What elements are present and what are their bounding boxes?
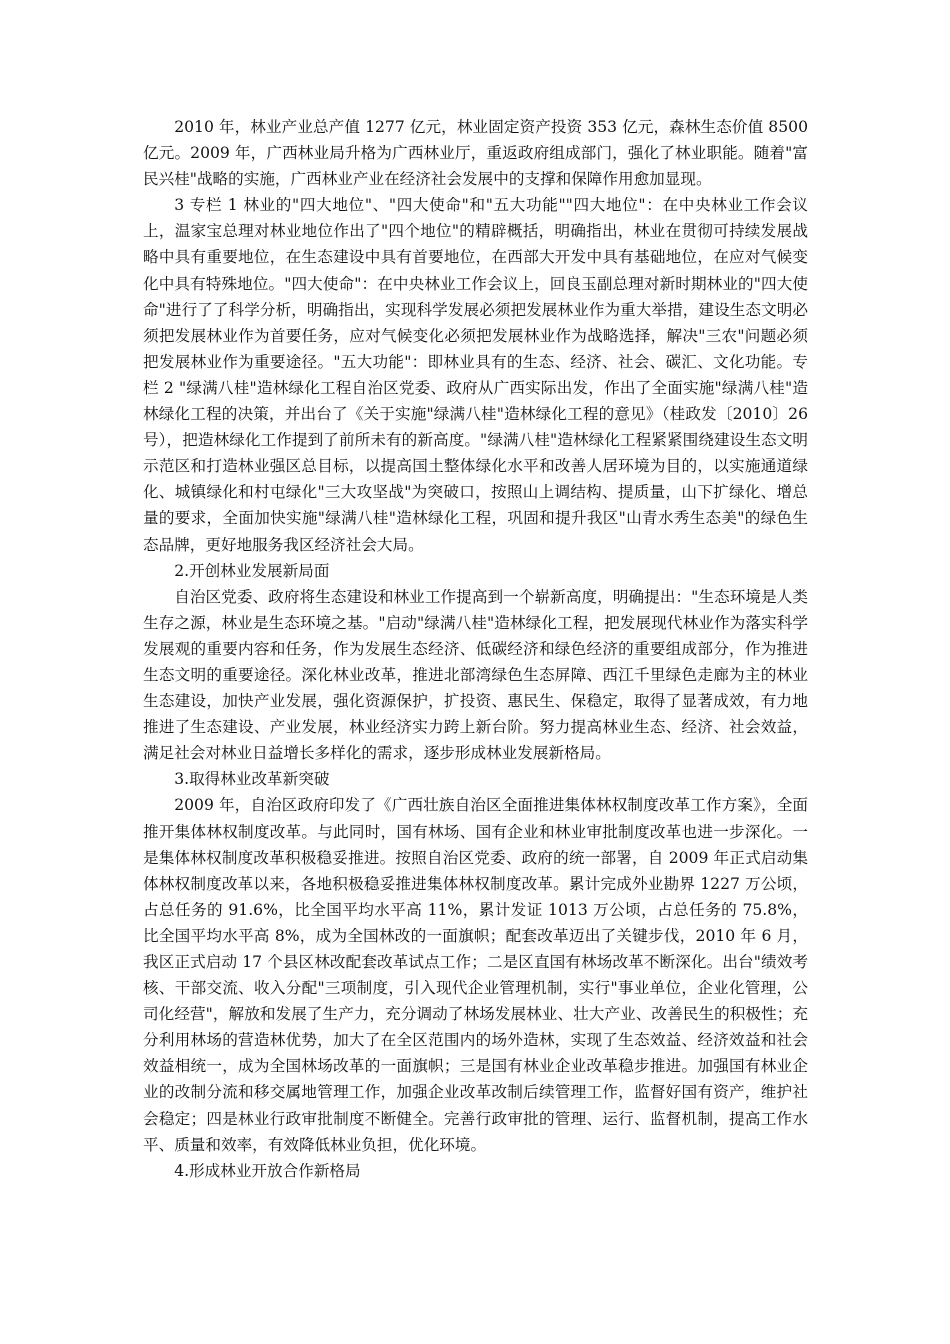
document-body <box>143 114 808 1184</box>
section-heading-4: 4.形成林业开放合作新格局 <box>174 1161 361 1180</box>
paragraph-new-development: 自治区党委、政府将生态建设和林业工作提高到一个崭新高度，明确提出："生态环境是人类生存之源，林业是生态环境之基。"启动"绿满八桂"造林绿化工程，把发展现代林业作为落实科学发展观的重要内容和任务，作为发展生态经济、低碳经济和绿色经济的重要组成部分，作为推进生态文明的重要途径。深化林业改革，推进北部湾绿色生态屏障、西江千里绿色走廊为主的林业生态建设，加快产业发展，强化资源保护，扩投资、惠民生、保稳定，取得了显著成效，有力地推进了生态建设、产业发展，林业经济实力跨上新台阶。努力提高林业生态、经济、社会效益，满足社会对林业日益增长多样化的需求，逐步形成林业发展新格局。 <box>143 587 808 763</box>
paragraph-forestry-output-2010: 2010 年，林业产业总产值 1277 亿元，林业固定资产投资 353 亿元，森林生态价值 8500 亿元。2009 年，广西林业局升格为广西林业厅，重返政府组成部门，强化了林业职能。随着"富民兴桂"战略的实施，广西林业产业在经济社会发展中的支撑和保障作用愈加显现。 <box>143 118 808 189</box>
section-heading-2: 2.开创林业发展新局面 <box>174 561 330 580</box>
section-heading-3: 3.取得林业改革新突破 <box>174 770 330 789</box>
paragraph-column-four-status: 3 专栏 1 林业的"四大地位"、"四大使命"和"五大功能""四大地位"：在中央林业工作会议上，温家宝总理对林业地位作出了"四个地位"的精辟概括，明确指出，林业在贯彻可持续发展战略中具有重要地位，在生态建设中具有首要地位，在西部大开发中具有基础地位，在应对气候变化中具有特殊地位。"四大使命"：在中央林业工作会议上，回良玉副总理对新时期林业的"四大使命"进行了了科学分析，明确指出，实现科学发展必须把发展林业作为重大举措，建设生态文明必须把发展林业作为首要任务，应对气候变化必须把发展林业作为战略选择，解决"三农"问题必须把发展林业作为重要途径。"五大功能"：即林业具有的生态、经济、社会、碳汇、文化功能。专栏 2 "绿满八桂"造林绿化工程自治区党委、政府从广西实际出发，作出了全面实施"绿满八桂"造林绿化工程的决策，并出台了《关于实施"绿满八桂"造林绿化工程的意见》（桂政发〔2010〕26 号），把造林绿化工作提到了前所未有的新高度。"绿满八桂"造林绿化工程紧紧围绕建设生态文明示范区和打造林业强区总目标，以提高国土整体绿化水平和改善人居环境为目的，以实施通道绿化、城镇绿化和村屯绿化"三大攻坚战"为突破口，按照山上调结构、提质量，山下扩绿化、增总量的要求，全面加快实施"绿满八桂"造林绿化工程，巩固和提升我区"山青水秀生态美"的绿色生态品牌，更好地服务我区经济社会大局。 <box>143 196 808 554</box>
paragraph-reform-breakthrough: 2009 年，自治区政府印发了《广西壮族自治区全面推进集体林权制度改革工作方案》，全面推开集体林权制度改革。与此同时，国有林场、国有企业和林业审批制度改革也进一步深化。一是集体林权制度改革积极稳妥推进。按照自治区党委、政府的统一部署，自 2009 年正式启动集体林权制度改革以来，各地积极稳妥推进集体林权制度改革。累计完成外业勘界 1227 万公顷，占总任务的 91.6%，比全国平均水平高 11%，累计发证 1013 万公顷，占总任务的 75.8%，比全国平均水平高 8%，成为全国林改的一面旗帜；配套改革迈出了关键步伐，2010 年 6 月，我区正式启动 17 个县区林改配套改革试点工作；二是区直国有林场改革不断深化。出台"绩效考核、干部交流、收入分配"三项制度，引入现代企业管理机制，实行"事业单位，企业化管理，公司化经营"，解放和发展了生产力，充分调动了林场发展林业、壮大产业、改善民生的积极性；充分利用林场的营造林优势，加大了在全区范围内的场外造林，实现了生态效益、经济效益和社会效益相统一，成为全国林场改革的一面旗帜；三是国有林业企业改革稳步推进。加强国有林业企业的改制分流和移交属地管理工作，加强企业改革改制后续管理工作，监督好国有资产，维护社会稳定；四是林业行政审批制度不断健全。完善行政审批的管理、运行、监督机制，提高工作水平、质量和效率，有效降低林业负担，优化环境。 <box>143 796 808 1154</box>
